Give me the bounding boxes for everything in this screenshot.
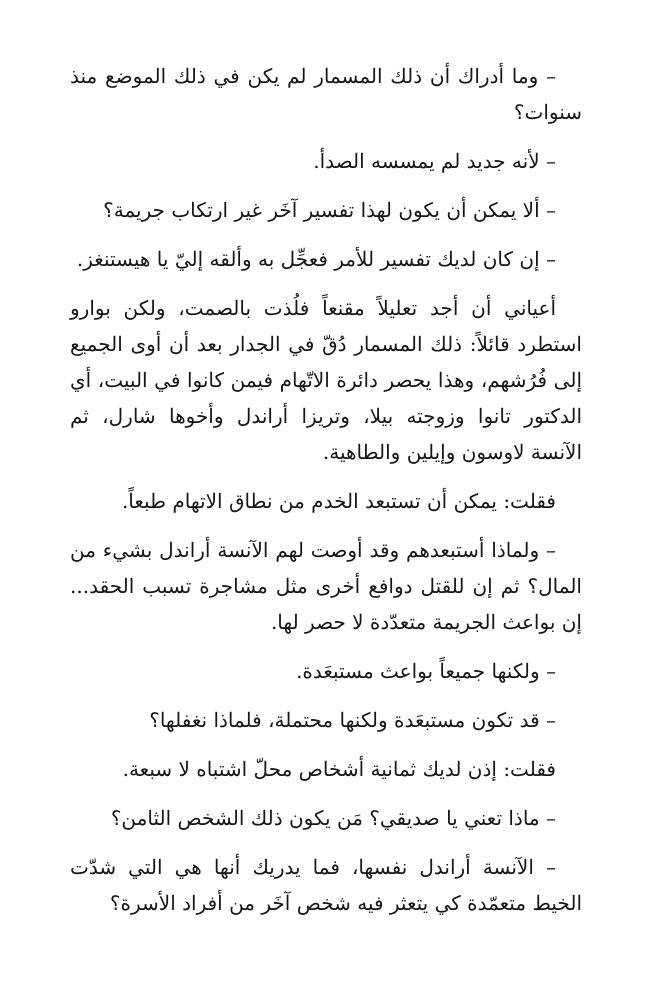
paragraph: فقلت: إذن لديك ثمانية أشخاص محلّ اشتباه لا سبعة. <box>122 757 556 781</box>
paragraph: – إن كان لديك تفسير للأمر فعجِّل به وألقه إليّ يا هيستنغز. <box>76 247 556 271</box>
paragraph: – ولكنها جميعاً بواعث مستبعَدة. <box>296 659 556 683</box>
paragraph: – الآنسة أراندل نفسها، فما يدريك أنها هي التي شدّت الخيط متعمّدة كي يتعثر فيه شخص آخَر من أفراد الأسرة؟ <box>70 855 582 915</box>
paragraph: – ألا يمكن أن يكون لهذا تفسير آخَر غير ارتكاب جريمة؟ <box>103 198 556 222</box>
book-page <box>70 58 582 921</box>
paragraph: – وما أدراك أن ذلك المسمار لم يكن في ذلك الموضع منذ سنوات؟ <box>70 64 582 124</box>
paragraph: – ولماذا أستبعدهم وقد أوصت لهم الآنسة أراندل بشيء من المال؟ ثم إن للقتل دوافع أخرى مثل مشاجرة تسبب الحقد... إن بواعث الجريمة متعدّدة لا حصر لها. <box>70 538 582 634</box>
paragraph: – ماذا تعني يا صديقي؟ مَن يكون ذلك الشخص الثامن؟ <box>110 806 556 830</box>
paragraph: أعياني أن أجد تعليلاً مقنعاً فلُذت بالصمت، ولكن بوارو استطرد قائلاً: ذلك المسمار دُقّ في الجدار بعد أن أوى الجميع إلى فُرُشهم، وهذا يحصر دائرة الاتّهام فيمن كانوا في البيت، أي الدكتور تانوا وزوجته بيلا، وتريزا أراندل وأخوها شارل، ثم الآنسة لاوسون وإيلين والطاهية. <box>70 296 582 464</box>
paragraph: – لأنه جديد لم يمسسه الصدأ. <box>313 149 556 173</box>
paragraph: فقلت: يمكن أن تستبعد الخدم من نطاق الاتهام طبعاً. <box>121 489 556 513</box>
paragraph: – قد تكون مستبعَدة ولكنها محتملة، فلماذا نغفلها؟ <box>149 708 556 732</box>
